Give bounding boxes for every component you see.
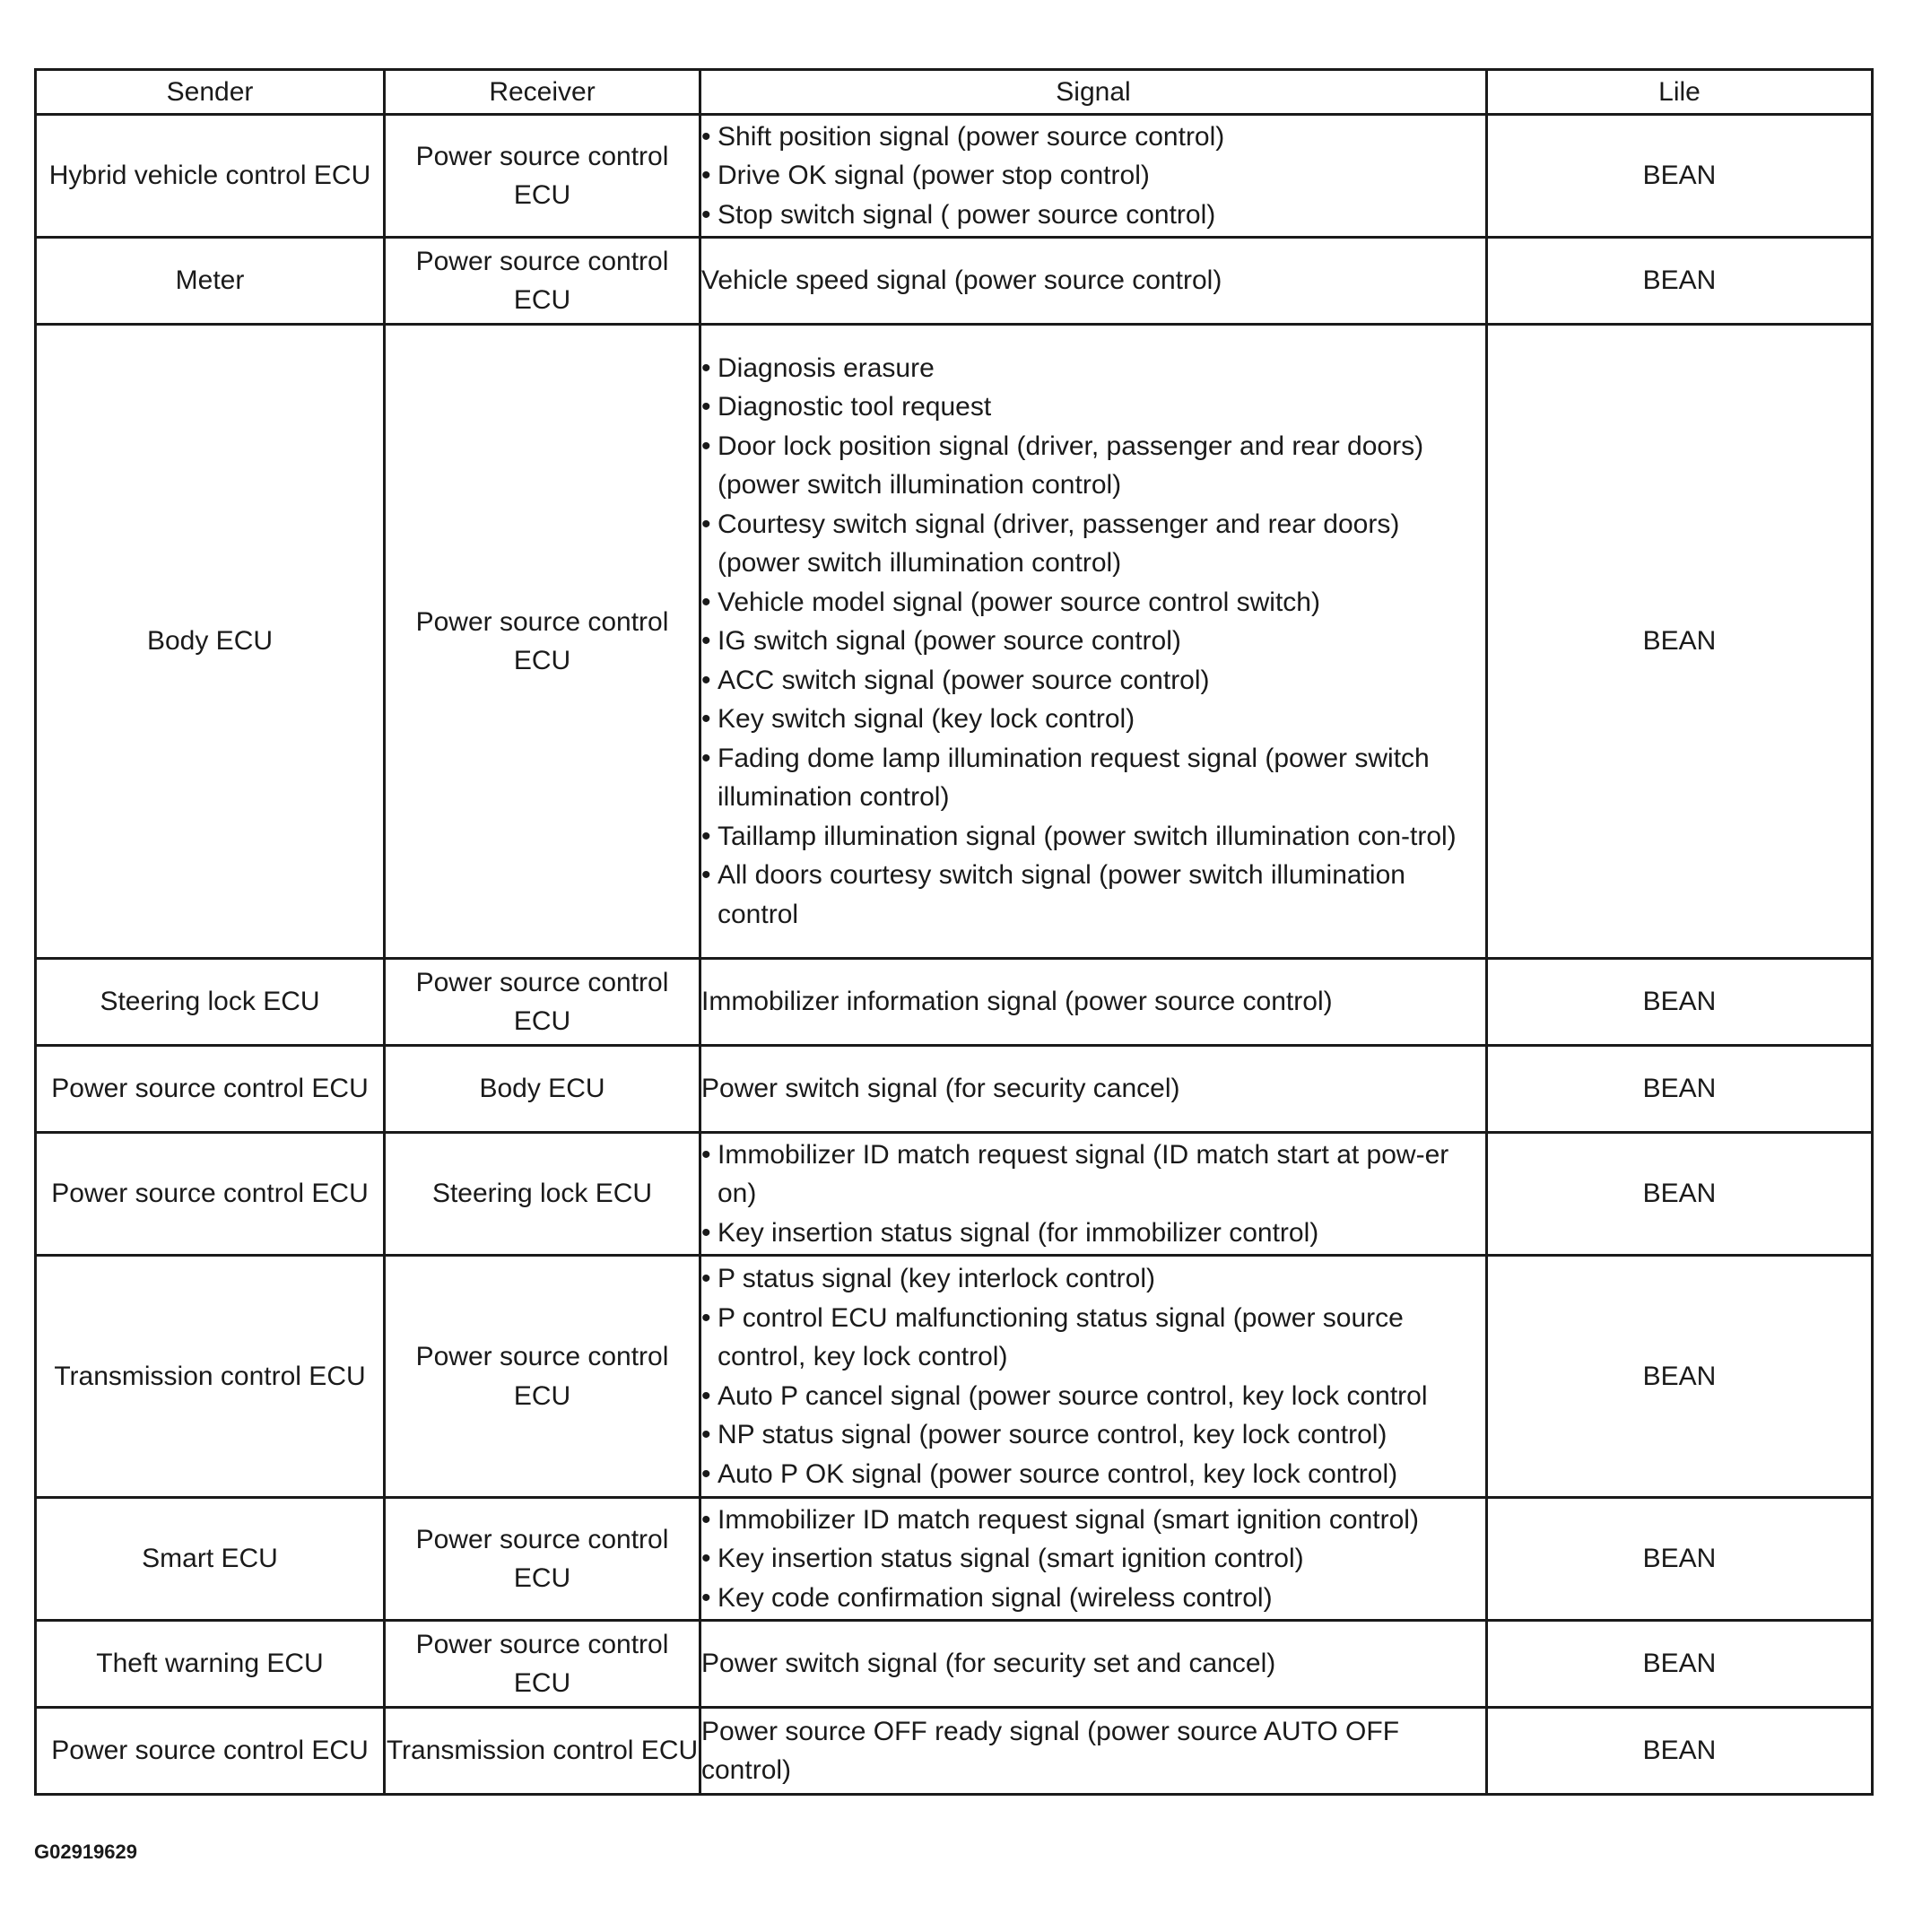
table-row [36, 959, 1873, 1046]
signal-item: • Stop switch signal ( power source control) [701, 196, 1485, 235]
lile-cell: BEAN [1487, 959, 1873, 1046]
lile-cell: BEAN [1487, 1498, 1873, 1621]
sender-cell: Body ECU [36, 325, 385, 959]
lile-cell: BEAN [1487, 1708, 1873, 1795]
receiver-cell: Power source control ECU [385, 1256, 700, 1498]
lile-cell: BEAN [1487, 325, 1873, 959]
signal-cell: Power switch signal (for security set and cancel) [700, 1621, 1487, 1708]
signal-item: • Door lock position signal (driver, passenger and rear doors) (power switch illumination control) [701, 427, 1485, 505]
signal-list [701, 349, 1485, 935]
sender-cell: Theft warning ECU [36, 1621, 385, 1708]
lile-cell: BEAN [1487, 1133, 1873, 1256]
signal-list [701, 117, 1485, 235]
figure-id: G02919629 [34, 1841, 137, 1863]
table-row [36, 325, 1873, 959]
signal-list [701, 1501, 1485, 1618]
header-sender: Sender [36, 70, 385, 115]
signal-table [34, 68, 1874, 1796]
signal-item: • Shift position signal (power source control) [701, 117, 1485, 157]
receiver-cell: Transmission control ECU [385, 1708, 700, 1795]
signal-item: • All doors courtesy switch signal (power switch illumination control [701, 856, 1485, 934]
signal-item: • Diagnostic tool request [701, 387, 1485, 427]
receiver-cell: Steering lock ECU [385, 1133, 700, 1256]
signal-item: • Drive OK signal (power stop control) [701, 156, 1485, 196]
table-row [36, 238, 1873, 325]
sender-cell: Steering lock ECU [36, 959, 385, 1046]
signal-cell [700, 1256, 1487, 1498]
signal-item: • Key switch signal (key lock control) [701, 700, 1485, 739]
signal-item: • NP status signal (power source control, key lock control) [701, 1415, 1485, 1455]
signal-cell [700, 1498, 1487, 1621]
signal-cell: Power switch signal (for security cancel) [700, 1046, 1487, 1133]
header-signal: Signal [700, 70, 1487, 115]
lile-cell: BEAN [1487, 1621, 1873, 1708]
signal-cell [700, 115, 1487, 238]
sender-cell: Power source control ECU [36, 1133, 385, 1256]
signal-item: • Taillamp illumination signal (power switch illumination con-trol) [701, 817, 1485, 857]
sender-cell: Power source control ECU [36, 1708, 385, 1795]
receiver-cell: Power source control ECU [385, 238, 700, 325]
lile-cell: BEAN [1487, 1256, 1873, 1498]
receiver-cell: Power source control ECU [385, 115, 700, 238]
sender-cell: Transmission control ECU [36, 1256, 385, 1498]
table-row [36, 1498, 1873, 1621]
signal-item: • Courtesy switch signal (driver, passenger and rear doors) (power switch illumination control) [701, 505, 1485, 583]
signal-cell [700, 325, 1487, 959]
signal-cell: Vehicle speed signal (power source control) [700, 238, 1487, 325]
signal-list [701, 1136, 1485, 1253]
signal-cell: Power source OFF ready signal (power source AUTO OFF control) [700, 1708, 1487, 1795]
signal-item: • Immobilizer ID match request signal (ID match start at pow-er on) [701, 1136, 1485, 1214]
header-row [36, 70, 1873, 115]
receiver-cell: Body ECU [385, 1046, 700, 1133]
signal-list [701, 1259, 1485, 1493]
signal-cell: Immobilizer information signal (power source control) [700, 959, 1487, 1046]
header-lile: Lile [1487, 70, 1873, 115]
table-row [36, 1133, 1873, 1256]
signal-cell [700, 1133, 1487, 1256]
signal-item: • Auto P OK signal (power source control, key lock control) [701, 1455, 1485, 1494]
sender-cell: Meter [36, 238, 385, 325]
signal-item: • P control ECU malfunctioning status signal (power source control, key lock control) [701, 1299, 1485, 1377]
signal-item: • Key insertion status signal (for immobilizer control) [701, 1214, 1485, 1253]
lile-cell: BEAN [1487, 115, 1873, 238]
receiver-cell: Power source control ECU [385, 325, 700, 959]
table-row [36, 1621, 1873, 1708]
table-row [36, 115, 1873, 238]
signal-item: • Diagnosis erasure [701, 349, 1485, 388]
sender-cell: Smart ECU [36, 1498, 385, 1621]
receiver-cell: Power source control ECU [385, 1498, 700, 1621]
lile-cell: BEAN [1487, 238, 1873, 325]
signal-item: • Vehicle model signal (power source control switch) [701, 583, 1485, 622]
sender-cell: Power source control ECU [36, 1046, 385, 1133]
signal-item: • IG switch signal (power source control) [701, 622, 1485, 661]
signal-item: • Key insertion status signal (smart ignition control) [701, 1539, 1485, 1579]
table-row [36, 1046, 1873, 1133]
header-receiver: Receiver [385, 70, 700, 115]
signal-item: • Fading dome lamp illumination request signal (power switch illumination control) [701, 739, 1485, 817]
signal-item: • Immobilizer ID match request signal (smart ignition control) [701, 1501, 1485, 1540]
sender-cell: Hybrid vehicle control ECU [36, 115, 385, 238]
signal-item: • Key code confirmation signal (wireless control) [701, 1579, 1485, 1618]
receiver-cell: Power source control ECU [385, 959, 700, 1046]
signal-item: • P status signal (key interlock control) [701, 1259, 1485, 1299]
receiver-cell: Power source control ECU [385, 1621, 700, 1708]
signal-item: • ACC switch signal (power source control) [701, 661, 1485, 701]
lile-cell: BEAN [1487, 1046, 1873, 1133]
table-row [36, 1708, 1873, 1795]
signal-item: • Auto P cancel signal (power source control, key lock control [701, 1377, 1485, 1416]
table-row [36, 1256, 1873, 1498]
